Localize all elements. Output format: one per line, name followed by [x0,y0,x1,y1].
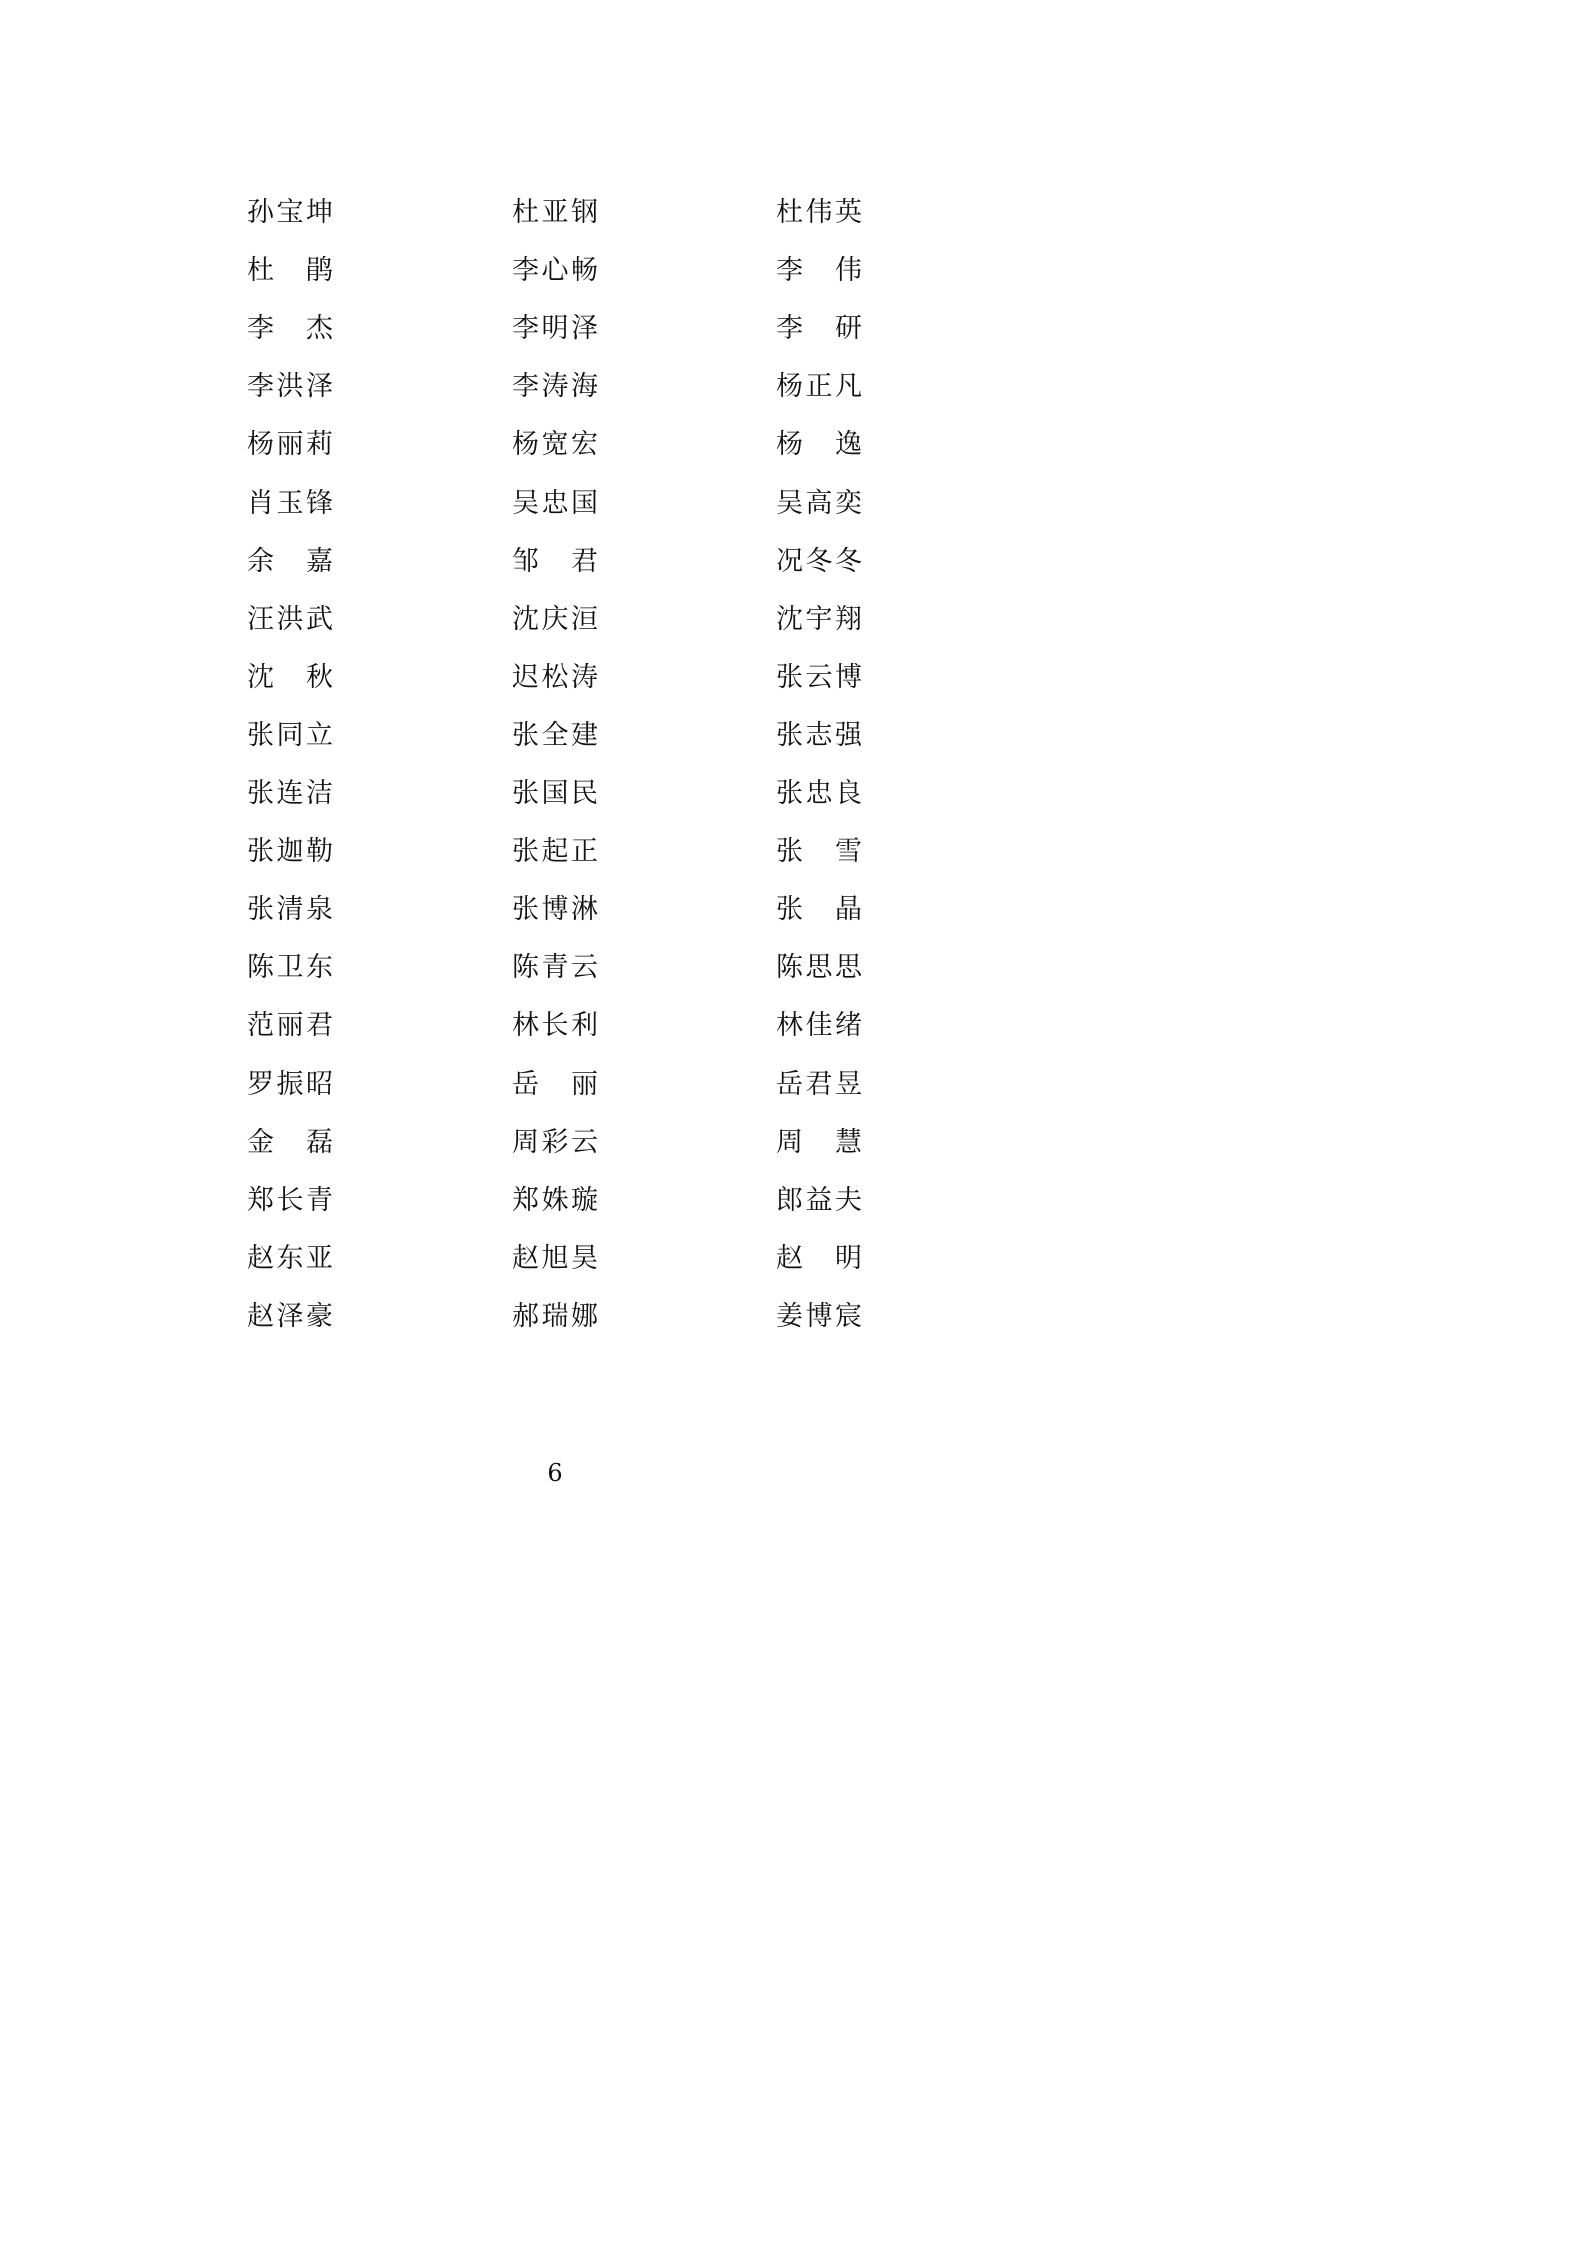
name-entry: 杜 鹃 [247,255,333,287]
name-entry: 林 佳 绪 [776,1010,862,1042]
name-entry: 姜 博 宸 [776,1300,862,1332]
name-entry: 李 明 泽 [512,313,598,345]
name-entry: 张 国 民 [512,778,598,809]
name-entry: 周 彩 云 [512,1126,598,1158]
name-entry: 张 云 博 [776,661,862,693]
name-entry: 李 洪 泽 [247,371,333,403]
name-entry: 张 忠 良 [776,778,862,809]
name-entry: 周 慧 [776,1126,862,1158]
name-entry: 陈 青 云 [512,952,598,984]
name-entry: 岳 君 昱 [776,1068,862,1100]
name-entry: 杨 逸 [776,429,862,461]
name-entry: 范 丽 君 [247,1010,333,1042]
name-entry: 孙 宝 坤 [247,197,333,228]
name-entry: 吴 忠 国 [512,487,598,519]
name-entry: 林 长 利 [512,1010,598,1042]
name-entry: 肖 玉 锋 [247,487,333,519]
name-entry: 郑 长 青 [247,1184,333,1216]
name-entry: 赵 泽 豪 [247,1300,333,1332]
name-entry: 沈 庆 洹 [512,603,598,635]
name-entry: 李 心 畅 [512,255,598,287]
name-entry: 李 涛 海 [512,371,598,403]
name-entry: 郎 益 夫 [776,1184,862,1216]
name-entry: 岳 丽 [512,1068,598,1100]
name-entry: 郝 瑞 娜 [512,1300,598,1332]
name-entry: 况 冬 冬 [776,545,862,577]
name-entry: 李 研 [776,313,862,345]
name-entry: 张 连 洁 [247,778,333,809]
name-entry: 李 伟 [776,255,862,287]
name-entry: 赵 旭 昊 [512,1242,598,1274]
name-entry: 赵 东 亚 [247,1242,333,1274]
name-entry: 杜 伟 英 [776,197,862,228]
name-entry: 罗 振 昭 [247,1068,333,1100]
name-entry: 张 起 正 [512,836,598,868]
name-entry: 汪 洪 武 [247,603,333,635]
name-entry: 张 清 泉 [247,894,333,926]
name-entry: 金 磊 [247,1126,333,1158]
name-entry: 郑 姝 璇 [512,1184,598,1216]
name-entry: 张 迦 勒 [247,836,333,868]
name-entry: 陈 思 思 [776,952,862,984]
name-entry: 张 同 立 [247,719,333,751]
name-entry: 张 晶 [776,894,862,926]
name-entry: 杨 宽 宏 [512,429,598,461]
name-entry: 陈 卫 东 [247,952,333,984]
name-entry: 沈 秋 [247,661,333,693]
name-entry: 杨 正 凡 [776,371,862,403]
name-entry: 吴 高 奕 [776,487,862,519]
name-entry: 杨 丽 莉 [247,429,333,461]
name-entry: 张 博 淋 [512,894,598,926]
page-number: 6 [547,1459,563,1487]
name-entry: 张 全 建 [512,719,598,751]
name-entry: 张 志 强 [776,719,862,751]
name-entry: 赵 明 [776,1242,862,1274]
document-page [0,0,1111,1572]
name-entry: 杜 亚 钢 [512,197,598,228]
name-entry: 张 雪 [776,836,862,868]
name-entry: 余 嘉 [247,545,333,577]
name-entry: 迟 松 涛 [512,661,598,693]
name-entry: 沈 宇 翔 [776,603,862,635]
name-entry: 邹 君 [512,545,598,577]
name-entry: 李 杰 [247,313,333,345]
